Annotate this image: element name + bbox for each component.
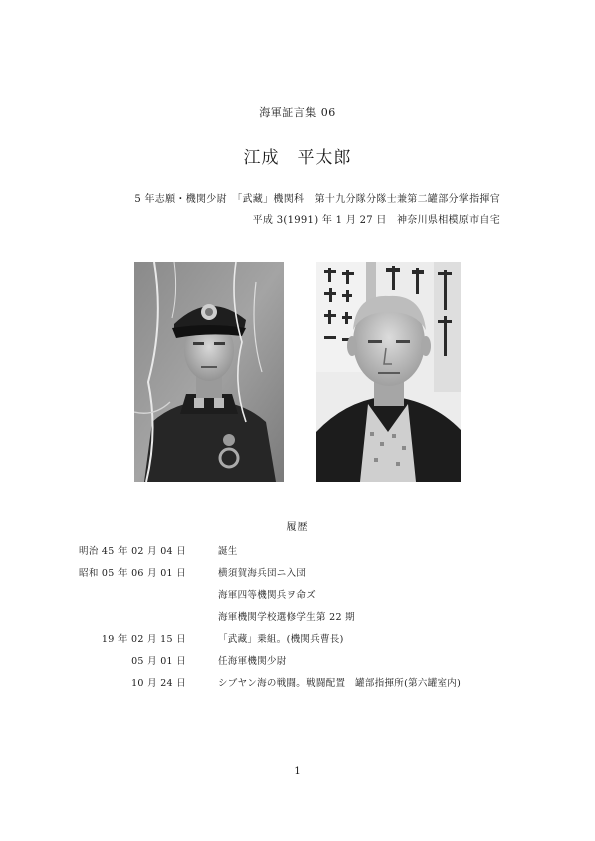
portrait-photo-old [316, 262, 461, 482]
history-event: 海軍四等機関兵ヲ命ズ [218, 590, 317, 601]
history-event: 「武藏」乗組。(機関兵曹長) [218, 634, 344, 645]
history-date: 10 月 24 日 [131, 678, 186, 689]
history-date: 19 年 02 月 15 日 [101, 634, 186, 645]
series-title: 海軍証言集 06 [259, 106, 336, 119]
interview-date-place: 平成 3(1991) 年 1 月 27 日 神奈川県相模原市自宅 [252, 215, 500, 226]
page-number: 1 [294, 766, 301, 777]
history-date: 明治 45 年 02 月 04 日 [79, 546, 186, 557]
person-name: 江成 平太郎 [243, 148, 352, 168]
affiliation-line: 5 年志願・機関少尉 「武藏」機関科 第十九分隊分隊士兼第二罐部分掌指揮官 [134, 194, 500, 205]
history-event: 誕生 [218, 546, 238, 557]
history-date: 昭和 05 年 06 月 01 日 [79, 568, 186, 579]
history-event: 海軍機関学校選修学生第 22 期 [218, 612, 355, 623]
portrait-photo-young [134, 262, 284, 482]
history-date: 05 月 01 日 [131, 656, 186, 667]
history-event: 横須賀海兵団ニ入団 [218, 568, 307, 579]
history-event: シブヤン海の戦闘。戦闘配置 罐部指揮所(第六罐室内) [218, 678, 462, 689]
history-event: 任海軍機関少尉 [218, 656, 287, 667]
history-heading: 履歴 [286, 522, 309, 533]
